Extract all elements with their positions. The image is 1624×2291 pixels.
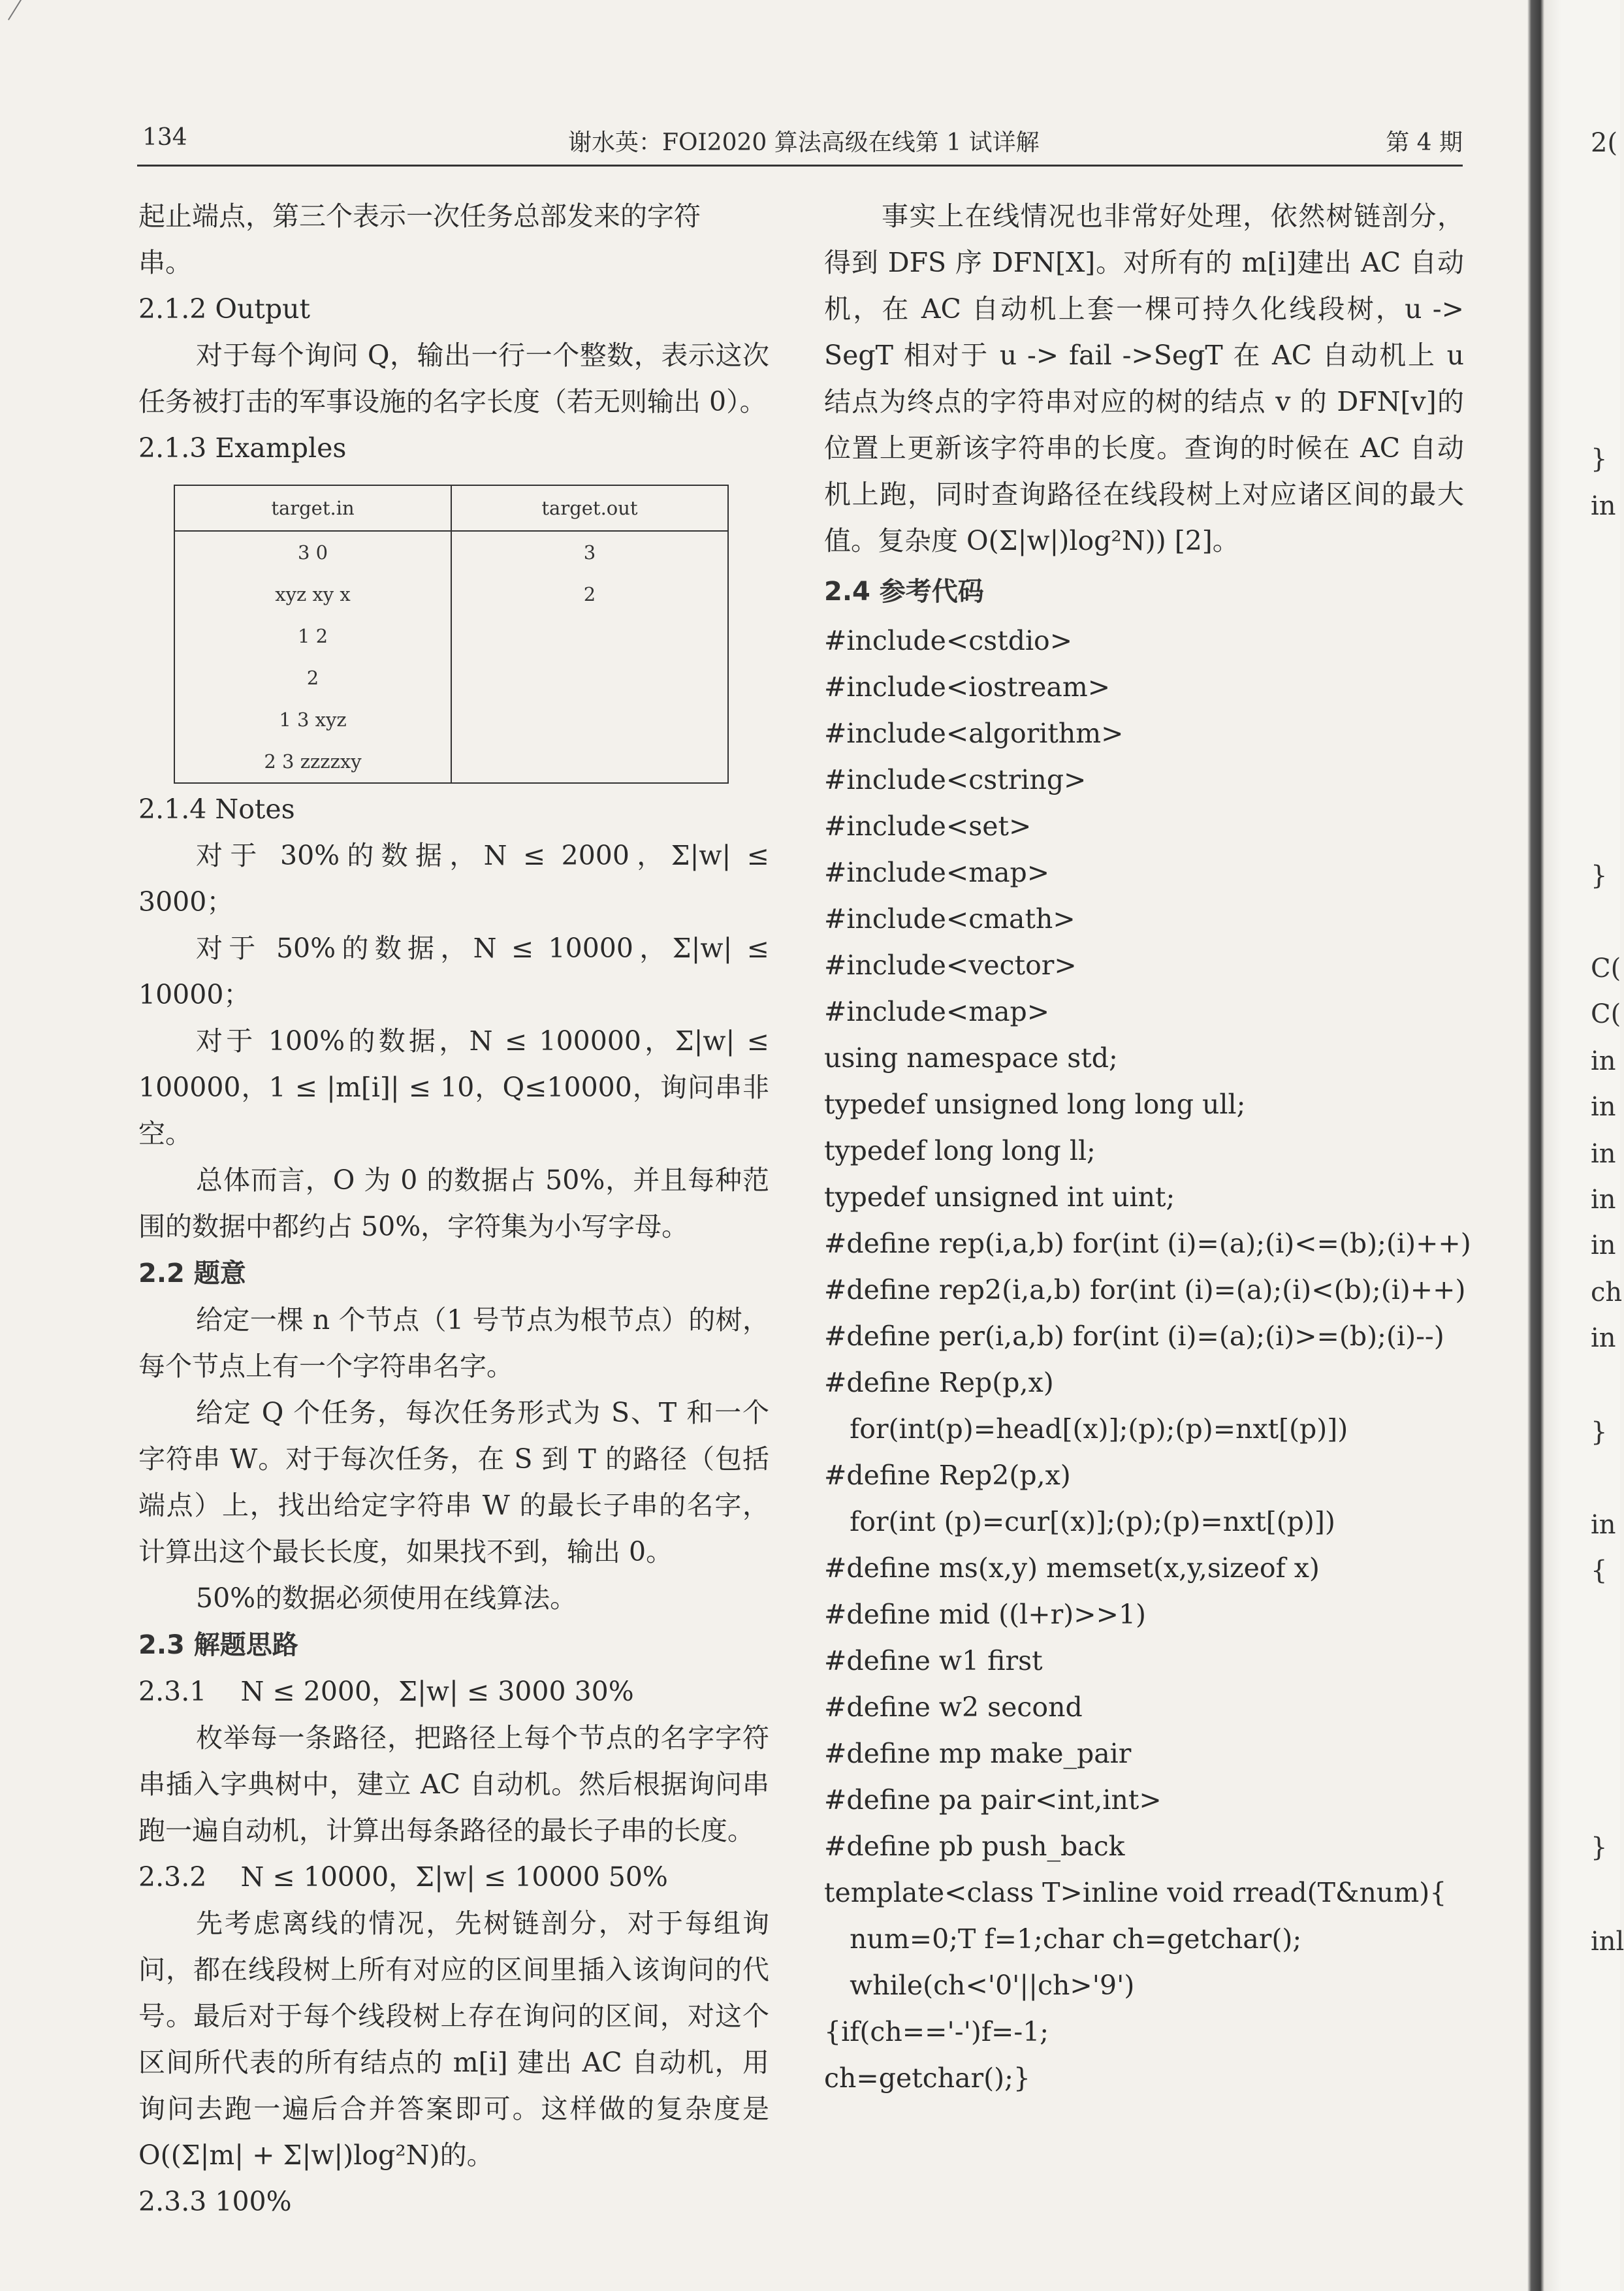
code-listing <box>824 618 1471 2102</box>
code-line: #define pb push_back <box>824 1831 1125 1862</box>
table-cell: 1 2 <box>174 615 451 657</box>
intro-line-2: 串。 <box>138 247 192 278</box>
s232-paragraph: 先考虑离线的情况，先树链剖分，对于每组询问，都在线段树上所有对应的区间里插入该询问的代号。最后对于每个线段树上存在询问的区间，对这个区间所代表的所有结点的 m[i] 建出 AC 自动机，用询问去跑一遍后合并答案即可。这样做的复杂度是 O((Σ|m| + Σ|w|)log²N)的。 <box>138 1908 769 2171</box>
s22-paragraph-3: 50%的数据必须使用在线算法。 <box>196 1582 577 1614</box>
examples-header-input: target.in <box>174 485 451 531</box>
code-line: #include<algorithm> <box>824 718 1124 749</box>
code-line: typedef unsigned int uint; <box>824 1181 1175 1213</box>
code-line: using namespace std; <box>824 1042 1118 1074</box>
code-line: while(ch<'0'||ch>'9') <box>824 1970 1135 2001</box>
section-2-3-heading: 2.3 解题思路 <box>138 1630 298 1660</box>
next-page-fragment: } <box>1591 1417 1608 1447</box>
code-line: #define per(i,a,b) for(int (i)=(a);(i)>=(b);(i)--) <box>824 1321 1444 1352</box>
s231-paragraph: 枚举每一条路径，把路径上每个节点的名字字符串插入字典树中，建立 AC 自动机。然后根据询问串跑一遍自动机，计算出每条路径的最长子串的长度。 <box>138 1722 769 1846</box>
note-overall: 总体而言，O 为 0 的数据占 50%，并且每种范围的数据中都约占 50%，字符集为小写字母。 <box>138 1164 769 1242</box>
next-page-fragment: in <box>1591 1046 1616 1076</box>
s22-paragraph-2: 给定 Q 个任务，每次任务形式为 S、T 和一个字符串 W。对于每次任务，在 S 到 T 的路径（包括端点）上，找出给定字符串 W 的最长子串的名字，计算出这个最长长度，如果找不到，输出 0。 <box>138 1397 769 1567</box>
next-page-fragment: ch <box>1591 1277 1623 1307</box>
table-row <box>174 531 728 573</box>
code-line: template<class T>inline void rread(T&num){ <box>824 1877 1447 1908</box>
table-cell: 3 0 <box>174 531 451 573</box>
table-row <box>174 615 728 657</box>
next-page-fragment: in <box>1591 1323 1616 1353</box>
code-line: typedef unsigned long long ull; <box>824 1089 1246 1120</box>
table-cell: 2 3 zzzzxy <box>174 741 451 783</box>
table-cell <box>451 741 728 783</box>
s22-paragraph-1: 给定一棵 n 个节点（1 号节点为根节点）的树，每个节点上有一个字符串名字。 <box>138 1304 769 1382</box>
code-line: #define Rep(p,x) <box>824 1367 1054 1398</box>
left-column <box>138 193 769 2225</box>
note-100: 对于 100%的数据，N ≤ 100000，Σ|w| ≤ 100000，1 ≤ |m[i]| ≤ 10，Q≤10000，询问串非空。 <box>138 1025 769 1149</box>
code-line: for(int(p)=head[(x)];(p);(p)=nxt[(p)]) <box>824 1413 1348 1445</box>
issue-label: 第 4 期 <box>1386 129 1463 156</box>
code-line: #include<map> <box>824 857 1050 888</box>
s232-heading: 2.3.2 N ≤ 10000，Σ|w| ≤ 10000 50% <box>138 1861 668 1893</box>
examples-table <box>174 485 729 784</box>
next-page-fragment: } <box>1591 1833 1608 1863</box>
code-line: #include<map> <box>824 996 1050 1027</box>
code-line: #define mp make_pair <box>824 1738 1132 1769</box>
table-cell: 3 <box>451 531 728 573</box>
s231-heading: 2.3.1 N ≤ 2000，Σ|w| ≤ 3000 30% <box>138 1676 634 1707</box>
code-line: #include<cmath> <box>824 903 1075 935</box>
note-30: 对于 30%的数据，N ≤ 2000，Σ|w| ≤ 3000； <box>138 840 769 918</box>
next-page-fragment: inl <box>1591 1927 1624 1957</box>
next-page-fragment: C( <box>1591 999 1621 1029</box>
output-heading: 2.1.2 Output <box>138 293 310 325</box>
code-line: #include<iostream> <box>824 671 1111 703</box>
page-number: 134 <box>142 124 187 151</box>
table-cell: xyz xy x <box>174 573 451 615</box>
code-line: #include<cstdio> <box>824 625 1073 656</box>
code-line: #define w1 first <box>824 1645 1043 1676</box>
next-page-fragment: } <box>1591 444 1608 474</box>
section-2-4-heading: 2.4 参考代码 <box>824 577 984 607</box>
code-line: #include<set> <box>824 810 1032 842</box>
next-page-fragment: in <box>1591 491 1616 521</box>
right-column <box>824 193 1471 2102</box>
notes-heading: 2.1.4 Notes <box>138 793 295 825</box>
running-header <box>137 124 1463 161</box>
table-cell <box>451 699 728 741</box>
code-line: ch=getchar();} <box>824 2062 1031 2094</box>
next-page-fragment: in <box>1591 1139 1616 1169</box>
running-title: 谢水英：FOI2020 算法高级在线第 1 试详解 <box>568 129 1040 156</box>
table-cell: 1 3 xyz <box>174 699 451 741</box>
next-page-fragment: 2( <box>1591 128 1618 158</box>
table-row <box>174 699 728 741</box>
next-page-fragment: in <box>1591 1092 1616 1122</box>
examples-header-output: target.out <box>451 485 728 531</box>
output-paragraph: 对于每个询问 Q，输出一行一个整数，表示这次任务被打击的军事设施的名字长度（若无则输出 0）。 <box>138 340 769 417</box>
table-cell: 2 <box>451 573 728 615</box>
code-line: #define mid ((l+r)>>1) <box>824 1599 1147 1630</box>
code-line: #include<cstring> <box>824 764 1087 795</box>
next-page-fragment: in <box>1591 1230 1616 1260</box>
code-line: #define pa pair<int,int> <box>824 1784 1162 1816</box>
next-page-fragment: in <box>1591 1510 1616 1540</box>
code-line: num=0;T f=1;char ch=getchar(); <box>824 1923 1302 1955</box>
scan-corner-mark <box>8 0 23 20</box>
code-line: #define rep2(i,a,b) for(int (i)=(a);(i)<(b);(i)++) <box>824 1274 1466 1306</box>
examples-heading: 2.1.3 Examples <box>138 432 347 464</box>
section-2-2-heading: 2.2 题意 <box>138 1258 246 1289</box>
code-line: #include<vector> <box>824 950 1077 981</box>
intro-line-1: 起止端点，第三个表示一次任务总部发来的字符 <box>138 200 701 232</box>
table-row <box>174 741 728 783</box>
s233-heading: 2.3.3 100% <box>138 2186 292 2217</box>
code-line: #define ms(x,y) memset(x,y,sizeof x) <box>824 1552 1320 1584</box>
next-page-fragment: C( <box>1591 953 1621 984</box>
table-row <box>174 573 728 615</box>
header-rule <box>137 165 1463 167</box>
code-line: {if(ch=='-')f=-1; <box>824 2016 1049 2047</box>
code-line: for(int (p)=cur[(x)];(p);(p)=nxt[(p)]) <box>824 1506 1335 1537</box>
table-row <box>174 657 728 699</box>
code-line: #define Rep2(p,x) <box>824 1460 1071 1491</box>
code-line: #define rep(i,a,b) for(int (i)=(a);(i)<=(b);(i)++) <box>824 1228 1471 1259</box>
next-page-fragment: } <box>1591 861 1608 891</box>
online-paragraph: 事实上在线情况也非常好处理，依然树链剖分，得到 DFS 序 DFN[X]。对所有的 m[i]建出 AC 自动机，在 AC 自动机上套一棵可持久化线段树，u -> SegT 相对于 u -> fail ->SegT 在 AC 自动机上 u 结点为终点的字符串对应的树的结点 v 的 DFN[v]的位置上更新该字符串的长度。查询的时候在 AC 自动机上跑，同时查询路径在线段树上对应诸区间的最大值。复杂度 O(Σ|w|)log²N)) [2]。 <box>824 200 1464 556</box>
note-50: 对于 50%的数据，N ≤ 10000，Σ|w| ≤ 10000； <box>138 933 769 1010</box>
code-line: #define w2 second <box>824 1691 1083 1723</box>
code-line: typedef long long ll; <box>824 1135 1096 1166</box>
next-page-fragment: { <box>1591 1556 1608 1586</box>
table-cell <box>451 615 728 657</box>
next-page-fragment: in <box>1591 1185 1616 1215</box>
table-cell: 2 <box>174 657 451 699</box>
table-cell <box>451 657 728 699</box>
